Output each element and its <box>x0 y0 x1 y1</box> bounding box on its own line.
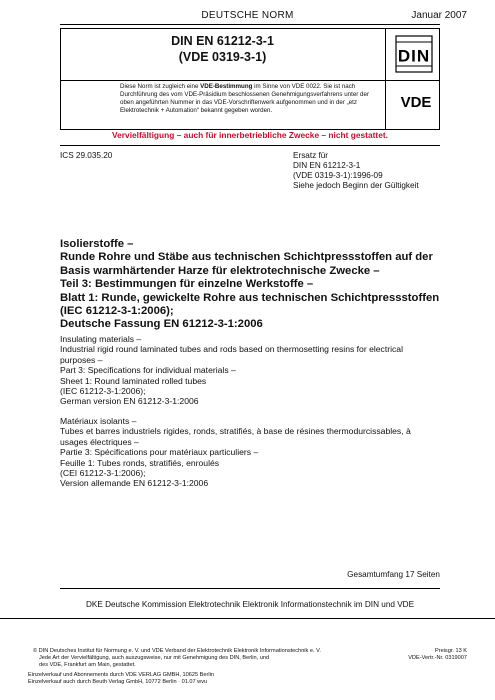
publication-date: Januar 2007 <box>411 10 467 21</box>
title-german <box>60 238 455 332</box>
copyright-line: © DIN Deutsches Institut für Normung e. V. und VDE Verband der Elektrotechnik Elektronik Informationstechnik e. V. <box>33 648 321 654</box>
vde-logo <box>394 92 438 112</box>
title-french-line: Tubes et barres industriels rigides, ronds, stratifiés, à base de résines thermodurcissables, à <box>60 426 411 437</box>
title-german-line: Deutsche Fassung EN 61212-3-1:2006 <box>60 318 263 331</box>
vde-classification-number: (VDE 0319-3-1) <box>178 50 267 64</box>
total-pages: Gesamtumfang 17 Seiten <box>347 570 440 579</box>
title-french-line: (CEI 61212-3-1:2006); <box>60 468 146 479</box>
replacement-line: Siehe jedoch Beginn der Gültigkeit <box>293 181 419 190</box>
ics-code: ICS 29.035.20 <box>60 151 113 160</box>
copyright-line: des VDE, Frankfurt am Main, gestattet. <box>39 662 136 668</box>
title-german-line: Runde Rohre und Stäbe aus technischen Schichtpressstoffen auf der <box>60 251 433 264</box>
sales-line: Einzelverkauf und Abonnements durch VDE VERLAG GMBH, 10625 Berlin <box>28 672 214 678</box>
logo-divider <box>385 28 386 130</box>
pages-rule <box>60 588 440 589</box>
title-french-line: Matériaux isolants – <box>60 416 137 426</box>
title-english-line: Insulating materials – <box>60 334 142 344</box>
reproduction-rule <box>60 145 440 146</box>
dke-commission: DKE Deutsche Kommission Elektrotechnik Elektronik Informationstechnik im DIN und VDE <box>85 600 415 609</box>
vde-logo-text: VDE <box>400 94 432 111</box>
vde-notice-bold: VDE-Bestimmung <box>200 83 253 90</box>
replacement-info <box>293 151 453 191</box>
copyright-notice <box>33 648 403 669</box>
header-rule <box>60 24 440 25</box>
title-german-line: Teil 3: Bestimmungen für einzelne Werkstoffe – <box>60 278 314 291</box>
din-logo-text: DIN <box>397 46 431 66</box>
title-english-line: German version EN 61212-3-1:2006 <box>60 396 199 407</box>
vde-order-number: VDE-Vertr.-Nr. 0319007 <box>408 655 467 661</box>
din-logo <box>395 35 433 73</box>
title-german-line: Isolierstoffe – <box>60 238 134 250</box>
title-german-line: Basis warmhärtender Harze für elektrotechnische Zwecke – <box>60 264 380 277</box>
title-french-line: Partie 3: Spécifications pour matériaux particuliers – <box>60 447 259 458</box>
title-english-line: Industrial rigid round laminated tubes and rods based on thermosetting resins for electrical <box>60 344 403 355</box>
price-group: Preisgr. 13 K <box>434 648 467 654</box>
dke-rule <box>0 618 495 619</box>
sales-line: Einzelverkauf auch durch Beuth Verlag GmbH, 10772 Berlin · 01.07 wvu <box>28 679 208 685</box>
vde-notice <box>120 83 380 115</box>
replacement-line: Ersatz für <box>293 151 329 160</box>
standard-type-title: DEUTSCHE NORM <box>201 10 294 21</box>
document-number: DIN EN 61212-3-1 <box>171 34 274 48</box>
din-logo-icon <box>395 35 433 73</box>
copyright-line: Jede Art der Vervielfältigung, auch auszugsweise, nur mit Genehmigung des DIN, Berlin, und <box>39 655 270 661</box>
reproduction-notice: Vervielfältigung – auch für innerbetriebliche Zwecke – nicht gestattet. <box>112 130 388 140</box>
price-info <box>408 648 467 662</box>
replacement-line: DIN EN 61212-3-1 <box>293 161 361 170</box>
title-french-line: Feuille 1: Tubes ronds, stratifiés, enroulés <box>60 457 220 468</box>
title-english-line: (IEC 61212-3-1:2006); <box>60 386 146 397</box>
title-french-line: usages électriques – <box>60 436 139 447</box>
title-german-line: Blatt 1: Runde, gewickelte Rohre aus technischen Schichtpressstoffen <box>60 291 440 304</box>
title-french-line: Version allemande EN 61212-3-1:2006 <box>60 478 209 489</box>
title-english-line: Sheet 1: Round laminated rolled tubes <box>60 375 207 386</box>
vde-notice-post: im Sinne von VDE 0022. Sie ist nach Durchführung des vom VDE-Präsidium beschlossenen Genehmigungsverfahrens unter der oben angeführten Nummer in das VDE-Vorschriftenwerk aufgenommen und in der „etz Elektrotechnik + Automation“ bekannt gegeben worden. <box>120 83 370 114</box>
replacement-line: (VDE 0319-3-1):1996-09 <box>293 171 383 180</box>
title-english <box>60 334 455 407</box>
title-german-line: (IEC 61212-3-1:2006); <box>60 305 174 318</box>
title-french <box>60 416 455 489</box>
vde-logo-icon <box>394 92 438 112</box>
sales-notice <box>28 672 408 686</box>
frame-divider <box>60 80 440 81</box>
title-english-line: Part 3: Specifications for individual materials – <box>60 365 236 376</box>
vde-notice-pre: Diese Norm ist zugleich eine <box>120 83 201 90</box>
title-english-line: purposes – <box>60 354 103 365</box>
